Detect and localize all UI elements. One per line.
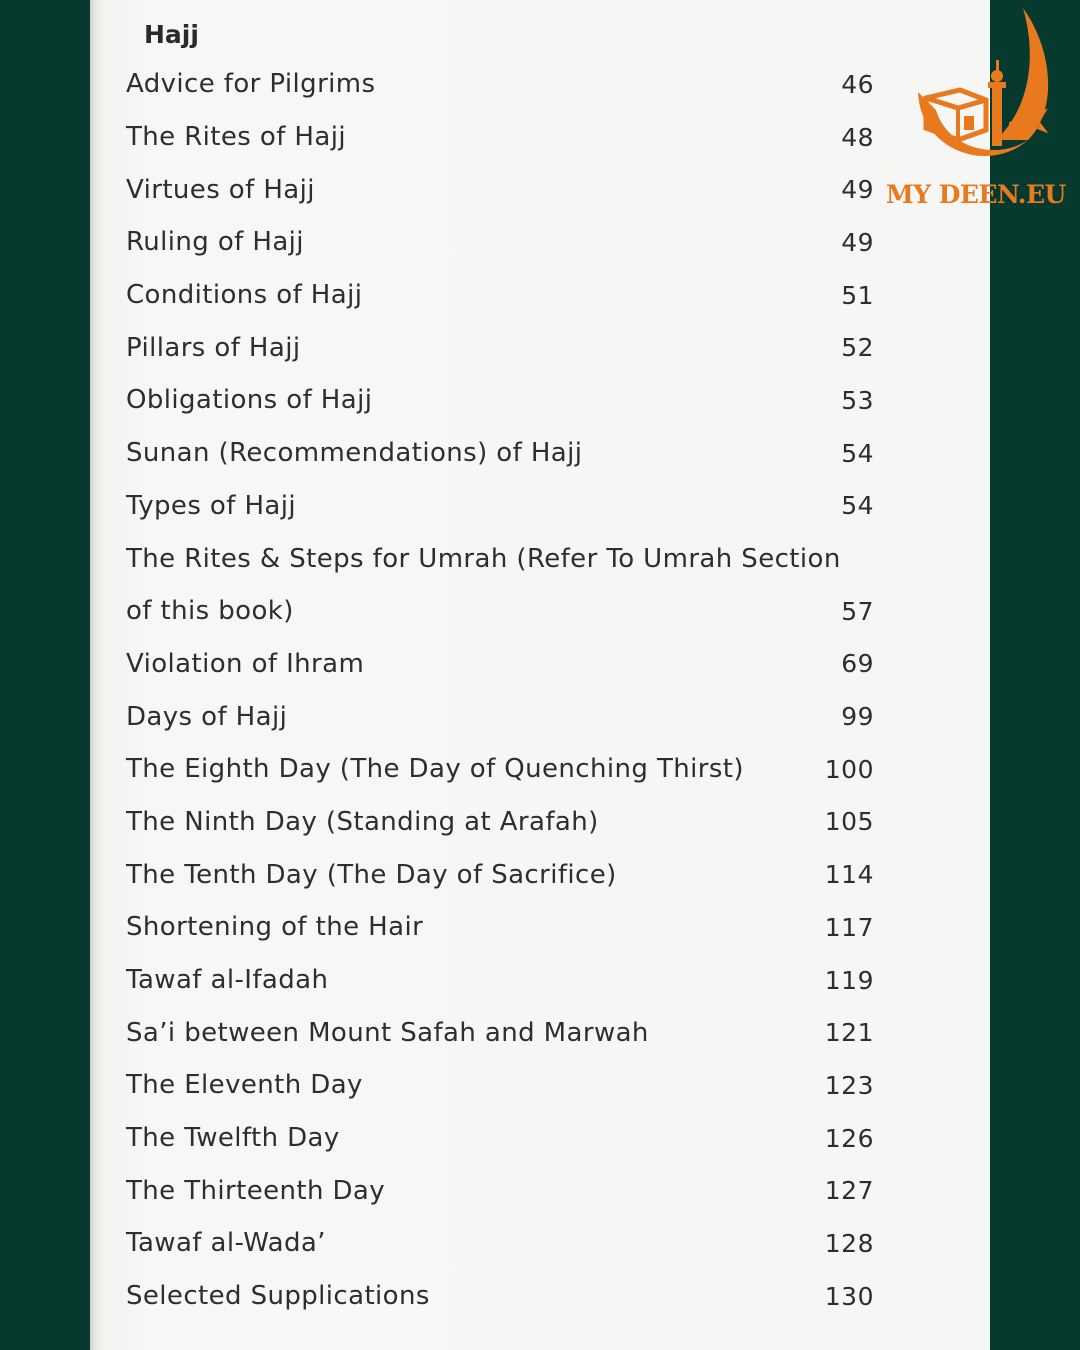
toc-entry [126,1006,874,1059]
toc-entry-page: 130 [824,1281,874,1311]
toc-entry-title: Violation of Ihram [126,648,365,679]
toc-entry [126,111,874,164]
toc-entry-page: 114 [824,860,874,890]
toc-entry-page: 123 [824,1070,874,1100]
toc-entry-title: The Eleventh Day [126,1070,363,1101]
table-of-contents [126,12,874,1323]
toc-entry [126,1217,874,1270]
toc-entry [126,163,874,216]
toc-entry [126,1164,874,1217]
toc-entry-page: 54 [841,438,874,468]
toc-entry-title: The Eighth Day (The Day of Quenching Thirst) [126,754,744,785]
toc-entry [126,480,874,533]
toc-entry [126,1059,874,1112]
toc-entry-page: 49 [841,227,874,257]
toc-entry-page: 127 [824,1176,874,1206]
toc-entry [126,321,874,374]
toc-entry-page: 121 [824,1018,874,1048]
toc-entry-title: Tawaf al-Wada’ [126,1228,326,1259]
toc-entry-title: Sunan (Recommendations) of Hajj [126,438,583,469]
toc-entry-page: 53 [841,385,874,415]
toc-entry-page: 99 [841,702,874,732]
toc-entry [126,1112,874,1165]
logo [878,0,1068,215]
toc-entry [126,954,874,1007]
toc-entry [126,585,874,638]
toc-entry-page: 69 [841,649,874,679]
toc-entry-title: The Thirteenth Day [126,1175,386,1206]
toc-entry-page: 49 [841,175,874,205]
toc-entry-title: Shortening of the Hair [126,912,424,943]
toc-entry [126,374,874,427]
toc-entry-title: The Twelfth Day [126,1123,340,1154]
toc-entry-page: 48 [841,122,874,152]
toc-entry [126,269,874,322]
toc-entry-page: 51 [841,280,874,310]
toc-list [126,58,874,1323]
logo-text: MY DEEN.EU [886,180,1066,209]
toc-entry-page: 119 [824,965,874,995]
toc-entry [126,848,874,901]
toc-entry-title: Advice for Pilgrims [126,69,376,100]
toc-entry-title: Conditions of Hajj [126,280,363,311]
toc-entry [126,532,874,585]
book-page [90,0,990,1350]
toc-entry-title: of this book) [126,596,294,627]
toc-entry-title: Ruling of Hajj [126,227,304,258]
toc-entry-title: The Rites of Hajj [126,122,346,153]
toc-entry [126,216,874,269]
toc-entry-page: 126 [824,1123,874,1153]
toc-entry-title: Types of Hajj [126,490,296,521]
mosque-kaaba-crescent-logo-icon [878,0,1068,190]
toc-entry-page: 54 [841,491,874,521]
toc-entry-title: The Tenth Day (The Day of Sacrifice) [126,859,617,890]
toc-entry [126,796,874,849]
toc-entry-title: Days of Hajj [126,701,288,732]
toc-entry-title: Obligations of Hajj [126,385,373,416]
toc-entry [126,638,874,691]
toc-entry-page: 52 [841,333,874,363]
toc-entry-title: The Ninth Day (Standing at Arafah) [126,806,599,837]
toc-heading: Hajj [144,20,199,49]
toc-entry-page: 105 [824,807,874,837]
toc-entry [126,58,874,111]
toc-entry-title: Selected Supplications [126,1281,430,1312]
toc-entry-title: Pillars of Hajj [126,332,301,363]
toc-entry [126,901,874,954]
toc-entry-title: Sa’i between Mount Safah and Marwah [126,1017,649,1048]
toc-entry-page: 57 [841,596,874,626]
toc-entry-title: The Rites & Steps for Umrah (Refer To Umrah Section [126,543,841,574]
toc-entry [126,743,874,796]
toc-entry-page: 117 [824,912,874,942]
toc-entry-title: Virtues of Hajj [126,174,315,205]
toc-entry [126,690,874,743]
toc-entry [126,1270,874,1323]
toc-entry-page: 128 [824,1228,874,1258]
toc-entry-page: 46 [841,69,874,99]
toc-entry-title: Tawaf al-Ifadah [126,965,329,996]
toc-entry [126,427,874,480]
toc-entry-page: 100 [824,754,874,784]
